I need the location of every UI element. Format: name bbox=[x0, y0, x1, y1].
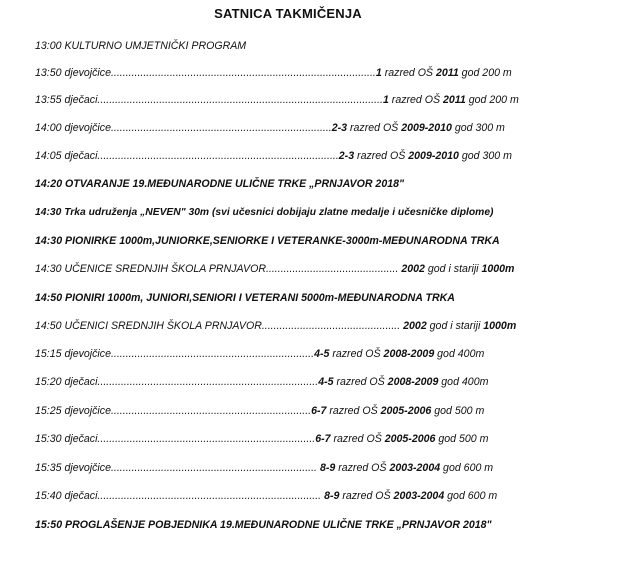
schedule-row: 15:50 PROGLAŠENJE POBJEDNIKA 19.MEĐUNARODNE ULIČNE TRKE „PRNJAVOR 2018" bbox=[35, 519, 492, 531]
schedule-row: 14:50 PIONIRI 1000m, JUNIORI,SENIORI I VETERANI 5000m-MEĐUNARODNA TRKA bbox=[35, 292, 455, 304]
schedule-row: 15:15 djevojčice.....................................................................4-5 razred OŠ 2008-2009 god 400m bbox=[35, 348, 485, 360]
schedule-row: 13:00 KULTURNO UMJETNIČKI PROGRAM bbox=[35, 40, 247, 52]
schedule-row: 13:50 djevojčice..........................................................................................1 razred OŠ 2011 god 200 m bbox=[35, 67, 512, 79]
schedule-row: 14:05 dječaci..................................................................................2-3 razred OŠ 2009-2010 god 300 m bbox=[35, 150, 512, 162]
schedule-row: 15:30 dječaci..........................................................................6-7 razred OŠ 2005-2006 god 500 m bbox=[35, 433, 489, 445]
schedule-row: 14:20 OTVARANJE 19.MEĐUNARODNE ULIČNE TRKE „PRNJAVOR 2018" bbox=[35, 178, 405, 190]
page-title: SATNICA TAKMIČENJA bbox=[214, 6, 362, 21]
schedule-row: 13:55 dječaci.................................................................................................1 razred OŠ 2011 god 200 m bbox=[35, 94, 519, 106]
schedule-row: 14:00 djevojčice...........................................................................2-3 razred OŠ 2009-2010 god 300 m bbox=[35, 122, 505, 134]
schedule-row: 15:20 dječaci...........................................................................4-5 razred OŠ 2008-2009 god 400m bbox=[35, 376, 489, 388]
schedule-row: 14:30 UČENICE SREDNJIH ŠKOLA PRNJAVOR............................................. 2002 god i stariji 1000m bbox=[35, 263, 515, 275]
schedule-row: 14:30 Trka udruženja „NEVEN" 30m (svi učesnici dobijaju zlatne medalje i učesničke diplome) bbox=[35, 207, 494, 218]
schedule-row: 14:30 PIONIRKE 1000m,JUNIORKE,SENIORKE I VETERANKE-3000m-MEĐUNARODNA TRKA bbox=[35, 235, 500, 247]
schedule-row: 15:40 dječaci............................................................................ 8-9 razred OŠ 2003-2004 god 600 m bbox=[35, 490, 498, 502]
schedule-row: 15:25 djevojčice....................................................................6-7 razred OŠ 2005-2006 god 500 m bbox=[35, 405, 485, 417]
schedule-row: 14:50 UČENICI SREDNJIH ŠKOLA PRNJAVOR............................................... 2002 god i stariji 1000m bbox=[35, 320, 517, 332]
schedule-row: 15:35 djevojčice...................................................................... 8-9 razred OŠ 2003-2004 god 600 m bbox=[35, 462, 494, 474]
